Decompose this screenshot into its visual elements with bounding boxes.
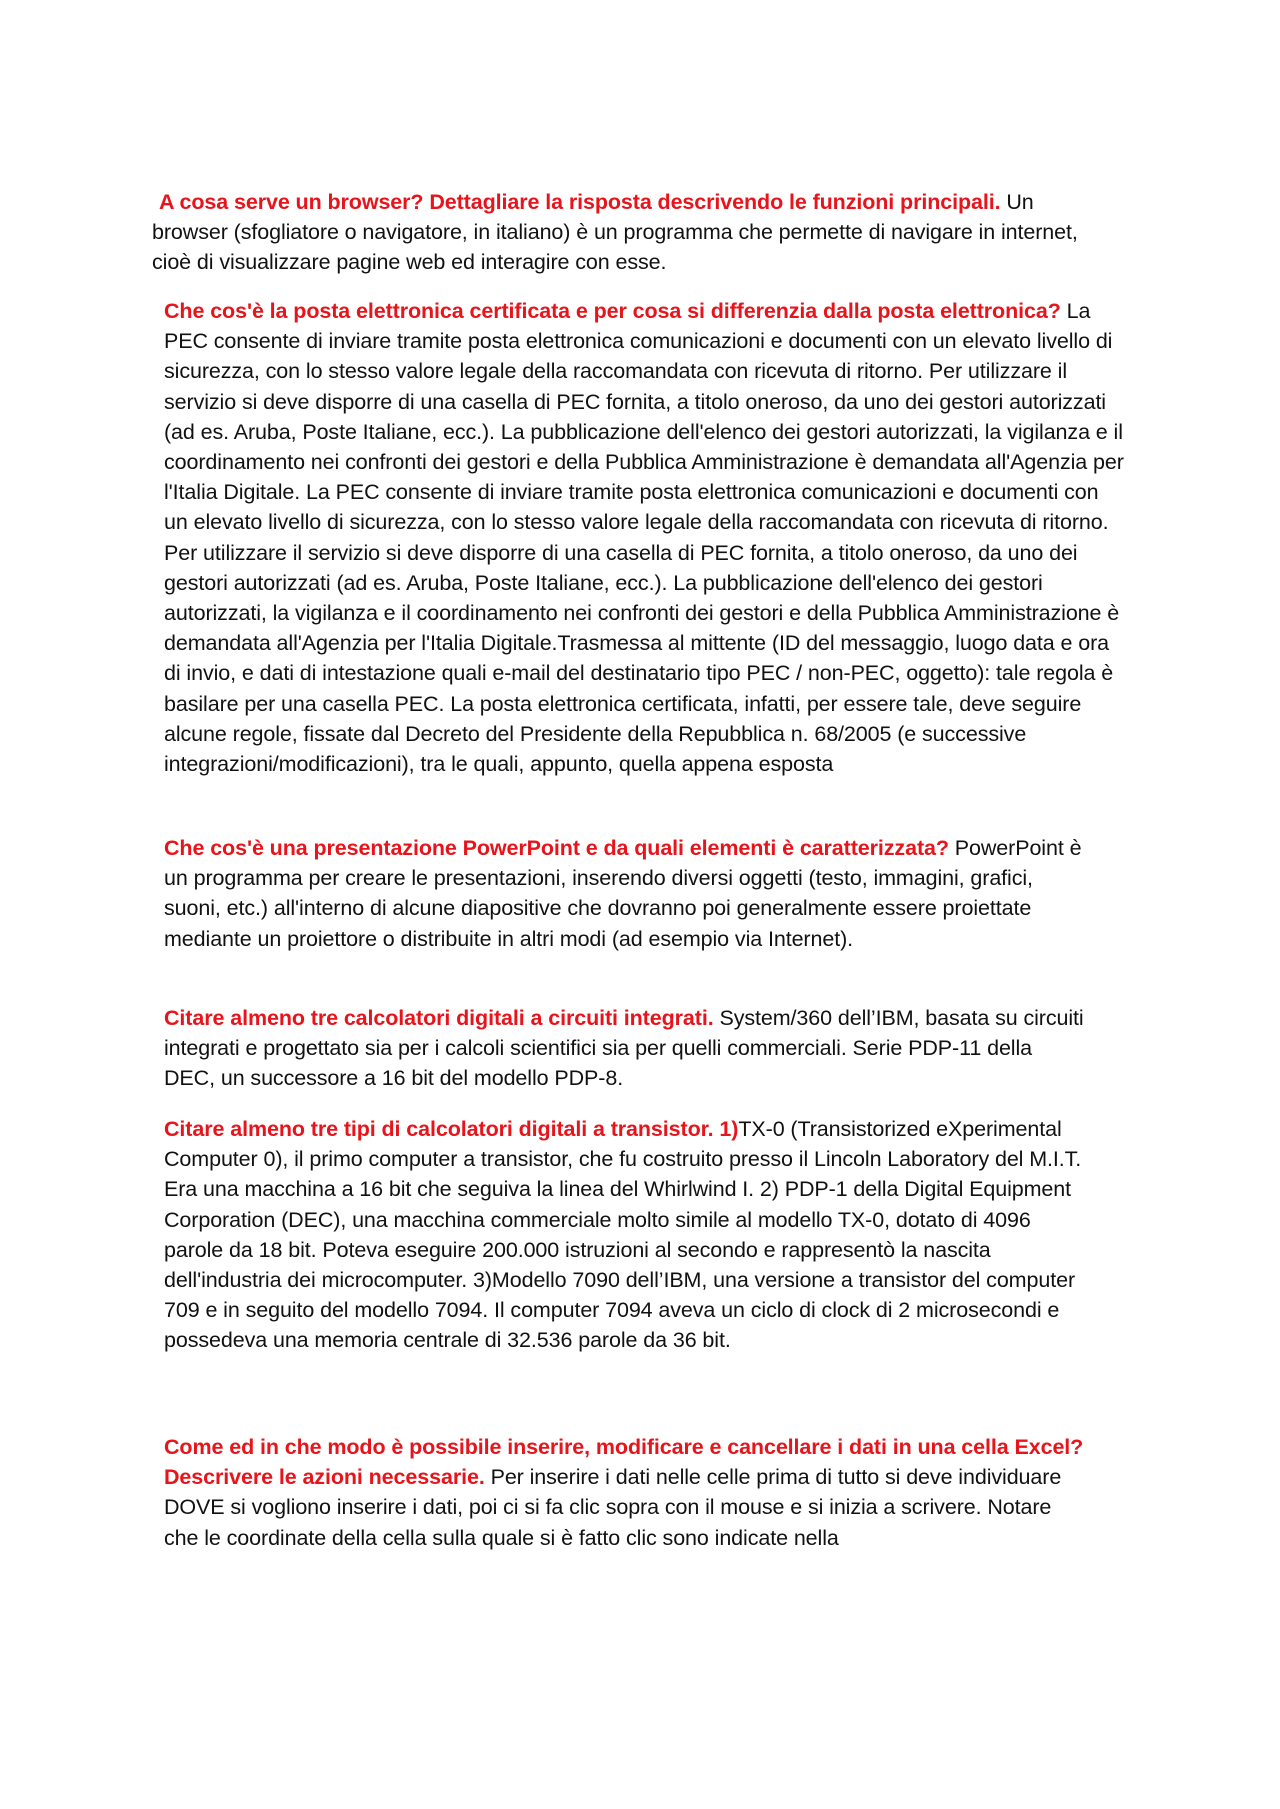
qa-browser xyxy=(152,187,1082,278)
qa-excel xyxy=(164,1432,1084,1553)
question-pec: Che cos'è la posta elettronica certificata e per cosa si differenzia dalla posta elettronica? xyxy=(164,299,1061,323)
answer-excel: Per inserire i dati nelle celle prima di tutto si deve individuare DOVE si vogliono inserire i dati, poi ci si fa clic sopra con il mouse e si inizia a scrivere. Notare che le coordinate della cella sulla quale si è fatto clic sono indicate nella xyxy=(164,1465,1062,1550)
answer-pec: La PEC consente di inviare tramite posta elettronica comunicazioni e documenti con un elevato livello di sicurezza, con lo stesso valore legale della raccomandata con ricevuta di ritorno. Per utilizzare il servizio si deve disporre di una casella di PEC fornita, a titolo oneroso, da uno dei gestori autorizzati (ad es. Aruba, Poste Italiane, ecc.). La pubblicazione dell'elenco dei gestori autorizzati, la vigilanza e il coordinamento nei confronti dei gestori e della Pubblica Amministrazione è demandata all'Agenzia per l'Italia Digitale. La PEC consente di inviare tramite posta elettronica comunicazioni e documenti con un elevato livello di sicurezza, con lo stesso valore legale della raccomandata con ricevuta di ritorno. Per utilizzare il servizio si deve disporre di una casella di PEC fornita, a titolo oneroso, da uno dei gestori autorizzati (ad es. Aruba, Poste Italiane, ecc.). La pubblicazione dell'elenco dei gestori autorizzati, la vigilanza e il coordinamento nei confronti dei gestori e della Pubblica Amministrazione è demandata all'Agenzia per l'Italia Digitale.Trasmessa al mittente (ID del messaggio, luogo data e ora di invio, e dati di intestazione quali e-mail del destinatario tipo PEC / non-PEC, oggetto): tale regola è basilare per una casella PEC. La posta elettronica certificata, infatti, per essere tale, deve seguire alcune regole, fissate dal Decreto del Presidente della Repubblica n. 68/2005 (e successive integrazioni/modificazioni), tra le quali, appunto, quella appena esposta xyxy=(164,299,1124,777)
qa-transistor xyxy=(164,1114,1084,1356)
answer-transistor: TX-0 (Transistorized eXperimental Computer 0), il primo computer a transistor, che fu costruito presso il Lincoln Laboratory del M.I.T. Era una macchina a 16 bit che seguiva la linea del Whirlwind I. 2) PDP-1 della Digital Equipment Corporation (DEC), una macchina commerciale molto simile al modello TX-0, dotato di 4096 parole da 18 bit. Poteva eseguire 200.000 istruzioni al secondo e rappresentò la nascita dell'industria dei microcomputer. 3)Modello 7090 dell’IBM, una versione a transistor del computer 709 e in seguito del modello 7094. Il computer 7094 aveva un ciclo di clock di 2 microsecondi e possedeva una memoria centrale di 32.536 parole da 36 bit. xyxy=(164,1117,1082,1353)
qa-pec xyxy=(164,296,1124,779)
answer-browser: Un browser (sfogliatore o navigatore, in italiano) è un programma che permette di navigare in internet, cioè di visualizzare pagine web ed interagire con esse. xyxy=(152,190,1078,275)
qa-powerpoint xyxy=(164,833,1084,954)
question-browser: A cosa serve un browser? Dettagliare la risposta descrivendo le funzioni principali. xyxy=(159,190,1001,214)
answer-powerpoint: PowerPoint è un programma per creare le presentazioni, inserendo diversi oggetti (testo, immagini, grafici, suoni, etc.) all'interno di alcune diapositive che dovranno poi generalmente essere proiettate mediante un proiettore o distribuite in altri modi (ad esempio via Internet). xyxy=(164,836,1082,951)
question-circuits: Citare almeno tre calcolatori digitali a circuiti integrati. xyxy=(164,1006,714,1030)
question-powerpoint: Che cos'è una presentazione PowerPoint e da quali elementi è caratterizzata? xyxy=(164,836,949,860)
answer-circuits: System/360 dell’IBM, basata su circuiti integrati e progettato sia per i calcoli scientifici sia per quelli commerciali. Serie PDP-11 della DEC, un successore a 16 bit del modello PDP-8. xyxy=(164,1006,1084,1091)
question-transistor: Citare almeno tre tipi di calcolatori digitali a transistor. 1) xyxy=(164,1117,739,1141)
qa-circuits xyxy=(164,1003,1084,1094)
question-excel: Come ed in che modo è possibile inserire, modificare e cancellare i dati in una cella Excel? Descrivere le azioni necessarie. xyxy=(164,1435,1084,1490)
